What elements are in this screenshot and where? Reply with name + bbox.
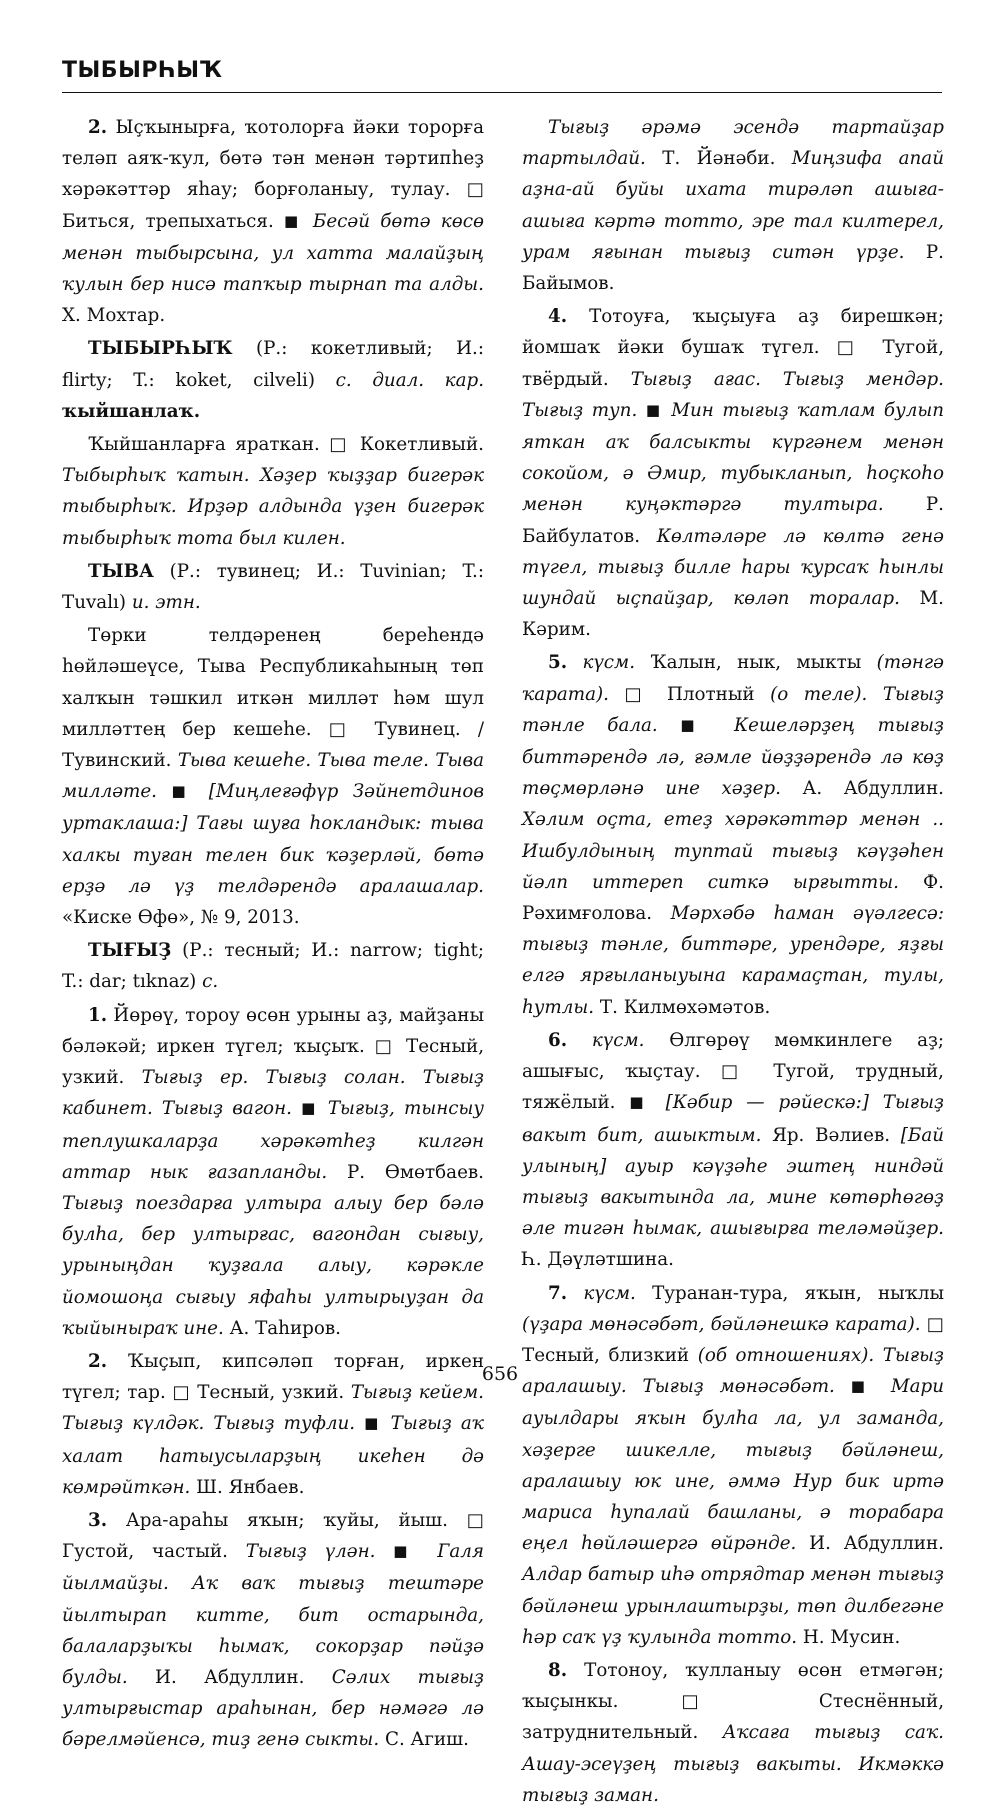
- example-text: Мин тығыҙ ҡатлам булып яткан аҡ балсыкты күргәнем менән сокойом, ә Әмир, тубыкланып, һоҫкоһо менән куңәктәргә тултыра.: [522, 399, 944, 516]
- definition-text: [157, 781, 171, 802]
- quotation-marker-icon: ■: [393, 1542, 420, 1561]
- definition-text: [292, 1098, 301, 1119]
- example-text: и. этн.: [131, 592, 201, 614]
- example-text: Тығыҙ ағас. Тығыҙ мендәр. Тығыҙ туп.: [522, 368, 944, 421]
- translation-marker-icon: □: [466, 1509, 485, 1531]
- definition-text: Кокетливый.: [350, 434, 484, 456]
- sense-paragraph: [522, 1655, 944, 1811]
- definition-text: (Р.: тесный; И.: narrow; tight; T.: dar; tıknaz): [62, 940, 484, 993]
- definition-text: Туранан-тура, яҡын, ныҡлы: [635, 1282, 944, 1304]
- sense-paragraph: [522, 1025, 944, 1276]
- definition-text: Тотоуға, ҡыҫыуға аҙ бирешкән; йомшаҡ йәки бушаҡ түгел.: [522, 306, 944, 359]
- example-text: Көлтәләре лә көлтә генә түгел, тығыҙ билле һары ҡурсаҡ һынлы шундай ыҫпайҙар, көләп торалар.: [522, 525, 944, 610]
- page-number: 656: [481, 1363, 519, 1385]
- header-rule: [62, 92, 942, 93]
- example-text: Хәлим оҫта, етеҙ хәрәкәттәр менән .. Ишбулдының туптай тығыҙ кәүҙәһен йәлп иттереп ситкә ырғытты.: [522, 809, 944, 893]
- example-text: [Миңлеғәфүр Зәйнетдинов уртаклаша:] Тағы шуға һокландык: тыва халкы туған телен бик ҡәҙерләй, бөтә ерҙә лә үҙ телдәрендә аралашалар.: [62, 781, 484, 897]
- dictionary-entry: [62, 333, 484, 427]
- definition-text: Ҡалын, нык, мыкты: [635, 652, 877, 674]
- translation-marker-icon: □: [681, 1691, 756, 1713]
- left-column: [62, 112, 484, 1756]
- headword: ТЫҒЫҘ: [88, 940, 172, 962]
- translation-marker-icon: □: [172, 1382, 191, 1404]
- definition-text: Ара-араһы яҡын; ҡуйы, йыш.: [125, 1509, 467, 1531]
- definition-text: (Р.: кокетливый; И.: flirty; T.: koket, cilveli): [62, 338, 484, 391]
- sense-number: 4.: [548, 306, 568, 328]
- definition-text: Т. Йәнәби.: [645, 148, 792, 170]
- definition-text: Тотоноу, ҡулланыу өсөн етмәгән; ҡыҫынкы.: [522, 1659, 945, 1713]
- sense-paragraph: [522, 647, 944, 1022]
- text-paragraph: [62, 620, 484, 933]
- definition-text: М. Кәрим.: [522, 588, 944, 641]
- definition-text: Төрки телдәренең береһендә һөйләшеүсе, Тыва Республикаһының төп халҡын тәшкил иткән милләт һәм шул милләттең бер кешеһе.: [62, 625, 484, 740]
- example-text: Аҡсаға тығыҙ саҡ. Ашау-эсеүҙең тығыҙ вакыты. Икмәккә тығыҙ заман.: [522, 1722, 944, 1806]
- quotation-marker-icon: ■: [629, 1093, 652, 1112]
- example-text: Тығыҙ әрәмә эсендә тартайҙар тартылдай.: [522, 117, 944, 170]
- definition-text: Плотный: [651, 683, 771, 705]
- sense-paragraph: [522, 1278, 944, 1653]
- headword: ТЫБЫРҺЫҠ: [88, 338, 233, 360]
- quotation-marker-icon: ■: [364, 1414, 382, 1433]
- headword: ҡыйшанлаҡ.: [62, 400, 201, 422]
- sense-number: 2.: [88, 117, 108, 138]
- example-text: Тығыҙ поездарға ултыра алыу бер бәлә булһа, бер ултырғас, вагондан сығыу, урыныңдан ҡуҙғала алыу, кәрәкле йомошоңа сығыу яфаһы ултырыуҙан да ҡыйыныраҡ ине.: [62, 1192, 484, 1339]
- dictionary-entry: [62, 935, 484, 997]
- sense-number: 8.: [548, 1659, 568, 1681]
- definition-text: Тугой, твёрдый.: [522, 337, 944, 390]
- example-text: (тәнгә ҡарата).: [522, 652, 944, 705]
- definition-text: Р. Байымов.: [522, 241, 944, 295]
- definition-text: [375, 1541, 393, 1562]
- definition-text: Ҡыҫып, кипсәләп торған, иркен түгел; тар.: [62, 1350, 485, 1404]
- translation-marker-icon: □: [329, 434, 351, 456]
- example-text: күсм.: [591, 1029, 645, 1051]
- example-text: Алдар батыр иһә отрядтар менән тығыҙ бәйләнеш урынлаштырҙы, төп дилбегәне һәр саҡ үҙ ҡулында тотто.: [522, 1564, 944, 1648]
- quotation-marker-icon: ■: [301, 1099, 319, 1118]
- quotation-marker-icon: ■: [645, 400, 663, 419]
- right-column: [522, 112, 944, 1811]
- definition-text: Өлгөрөү мөмкинлеге аҙ; ашығыс, ҡыҫтау.: [522, 1029, 944, 1083]
- sense-paragraph: [62, 1505, 484, 1756]
- sense-number: 7.: [548, 1282, 568, 1304]
- definition-text: Ф. Рәхимғолова.: [522, 871, 944, 925]
- sense-number: 5.: [548, 652, 568, 674]
- sense-paragraph: [62, 112, 484, 331]
- translation-marker-icon: □: [624, 683, 652, 705]
- example-text: Сәлих тығыҙ ултырғыстар араһынан, бер нәмәгә лә бәрелмәйенсә, тиҙ генә сыкты.: [62, 1666, 484, 1751]
- example-text: Галя йылмайҙы. Аҡ ваҡ тығыҙ тештәре йылтырап китте, бит остарында, балаларҙыҡы һымаҡ, сокорҙар пәйҙә булды.: [62, 1541, 484, 1688]
- definition-text: [355, 1413, 364, 1434]
- definition-text: Стеснённый, затруднительный.: [522, 1691, 945, 1744]
- sense-number: 1.: [88, 1004, 108, 1026]
- sense-number: 6.: [548, 1029, 568, 1051]
- example-text: Тығыҙ үлән.: [245, 1541, 376, 1563]
- quotation-marker-icon: ■: [171, 782, 195, 801]
- sense-paragraph: [62, 1000, 484, 1344]
- example-text: с.: [202, 971, 219, 993]
- example-text: (үҙара мөнәсәбәт, бәйләнешкә карата).: [522, 1313, 921, 1335]
- example-text: [Кәбир — рәйескә:] Тығыҙ вакыт бит, ашыктым.: [522, 1092, 944, 1146]
- example-text: күсм.: [583, 1282, 636, 1304]
- definition-text: Густой, частый.: [62, 1541, 246, 1563]
- example-text: Тығыҙ ер. Тығыҙ солан. Тығыҙ кабинет. Тығыҙ вагон.: [62, 1067, 484, 1120]
- example-text: с. диал. кар.: [335, 369, 485, 391]
- definition-text: Ш. Янбаев.: [190, 1476, 305, 1498]
- example-text: Тығыҙ кейем. Тығыҙ күлдәк. Тығыҙ туфли.: [62, 1382, 484, 1435]
- definition-text: [637, 400, 646, 421]
- quotation-marker-icon: ■: [284, 211, 303, 230]
- translation-marker-icon: □: [328, 718, 358, 740]
- translation-marker-icon: □: [466, 179, 484, 201]
- definition-text: Ыҫҡынырға, ҡотолорға йәки торорға теләп аяҡ-ҡул, бөтә тән менән тәртипһеҙ хәрәкәттәр яһау; борғоланыу, тулау.: [62, 117, 484, 201]
- definition-text: Ҡыйшанларға яраткан.: [88, 434, 330, 456]
- definition-text: Йөрөү, тороу өсөн урыны аҙ, майҙаны бәләкәй; иркен түгел; ҡыҫыҡ.: [62, 1004, 485, 1057]
- example-text: күсм.: [582, 652, 636, 674]
- definition-text: Тесный, узкий.: [190, 1382, 351, 1404]
- example-text: [Бай улының] ауыр кәүҙәһе эштең ниндәй тығыҙ вакытында ла, мине көтөрһөгөҙ әле тигән һымак, ашығырға теләмәйҙер.: [522, 1124, 944, 1240]
- definition-text: Т. Килмөхәмәтов.: [594, 996, 771, 1018]
- sense-paragraph: [522, 301, 944, 645]
- example-text: Тығыҙ, тынсыу теплушкаларҙа хәрәкәтһеҙ килгән аттар нык ғазапланды.: [62, 1098, 484, 1183]
- definition-text: И. Абдуллин.: [127, 1666, 332, 1688]
- definition-text: (Р.: тувинец; И.: Tuvinian; T.: Tuvalı): [62, 560, 484, 614]
- definition-text: Тугой, трудный, тяжёлый.: [522, 1061, 944, 1114]
- definition-text: Р. Өмөтбаев.: [327, 1161, 484, 1183]
- quotation-marker-icon: ■: [680, 715, 712, 734]
- definition-text: А. Таһиров.: [223, 1317, 341, 1339]
- definition-text: И. Абдуллин.: [796, 1533, 944, 1555]
- example-text: Тыва кешеһе. Тыва теле. Тыва милләте.: [62, 750, 484, 803]
- sense-number: 2.: [88, 1350, 108, 1372]
- example-text: Тыбырһыҡ ҡатын. Хәҙер ҡыҙҙар бигерәк тыбырһыҡ. Ирҙәр алдында үҙен бигерәк тыбырһыҡ тота был килен.: [62, 465, 484, 549]
- example-text: Мари ауылдары яҡын булһа ла, ул заманда, хәҙерге шикелле, тығыҙ бәйләнеш, аралашыу юк ине, әммә Нур бик иртә мариса һупалай башланы, ә торабара еңел һөйләшергә өйрәнде.: [522, 1376, 945, 1555]
- running-head: ТЫБЫРҺЫҠ: [62, 58, 223, 83]
- translation-marker-icon: □: [836, 337, 866, 359]
- text-paragraph: [62, 429, 484, 554]
- example-text: Бесәй бөтә көсө менән тыбырсына, ул хатта малайҙың ҡулын бер нисә тапҡыр тырнап та алды.: [62, 210, 484, 296]
- translation-marker-icon: □: [374, 1035, 397, 1057]
- example-text: (о теле). Тығыҙ тәнле бала.: [522, 683, 944, 736]
- quotation-marker-icon: ■: [850, 1377, 876, 1396]
- text-paragraph: [522, 112, 944, 299]
- definition-text: Тувинец. / Тувинский.: [62, 718, 484, 772]
- definition-text: Яр. Вәлиев.: [761, 1124, 901, 1146]
- definition-text: Һ. Дәүләтшина.: [522, 1249, 674, 1271]
- translation-marker-icon: □: [926, 1313, 944, 1335]
- dictionary-entry: [62, 556, 484, 618]
- definition-text: Тесный, близкий: [522, 1344, 698, 1366]
- example-text: Мәрхәбә һаман әүәлгесә: тығыҙ тәнле, биттәре, урендәре, яҙғы елгә ярғыланыуына карамаҫтан, тулы, һутлы.: [522, 903, 944, 1018]
- definition-text: А. Абдуллин.: [780, 778, 944, 800]
- definition-text: [609, 684, 625, 705]
- definition-text: «Киске Өфө», № 9, 2013.: [62, 907, 300, 929]
- headword: ТЫВА: [88, 560, 154, 582]
- definition-text: Р. Байбулатов.: [522, 494, 944, 547]
- example-text: Тығыҙ аҡ халат һатыусыларҙың икеһен дә көмрәйткән.: [62, 1413, 484, 1498]
- definition-text: Биться, трепыхаться.: [62, 210, 285, 232]
- translation-marker-icon: □: [721, 1061, 753, 1083]
- definition-text: Н. Мусин.: [797, 1626, 901, 1648]
- example-text: Миңзифа апай аҙна-ай буйы ихата тирәләп ашыға-ашыға кәртә тотто, эре тал килтерел, урам яғынан тығыҙ ситән үрҙе.: [522, 148, 944, 263]
- definition-text: Тесный, узкий.: [62, 1035, 485, 1089]
- definition-text: Х. Мохтар.: [62, 305, 166, 327]
- sense-number: 3.: [88, 1509, 108, 1531]
- example-text: (об отношениях). Тығыҙ аралашыу. Тығыҙ мөнәсәбәт.: [522, 1344, 944, 1398]
- definition-text: С. Агиш.: [379, 1729, 469, 1751]
- definition-text: [658, 715, 681, 736]
- example-text: Кешеләрҙең тығыҙ биттәрендә лә, ғәмле йөҙҙәрендә лә көҙ төҫмөрләнә ине хәҙер.: [522, 714, 945, 800]
